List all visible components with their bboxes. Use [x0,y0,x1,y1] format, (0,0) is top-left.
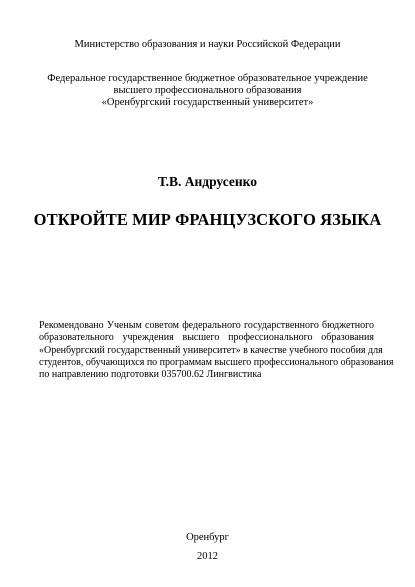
recommendation-line: по направлению подготовки 035700.62 Лингвистика [39,369,262,381]
publication-year: 2012 [197,551,218,562]
ministry-line: Министерство образования и науки Российской Федерации [74,39,341,50]
recommendation-line: «Оренбургский государственный университет» в качестве учебного пособия для [39,344,383,356]
author-name: Т.В. Андрусенко [157,174,258,189]
book-title: ОТКРОЙТЕ МИР ФРАНЦУЗСКОГО ЯЗЫКА [33,210,382,229]
recommendation-line: образовательного учреждения высшего профессионального образования [39,332,374,344]
recommendation-paragraph [39,320,394,381]
publication-city: Оренбург [186,532,229,543]
institution-line: Федеральное государственное бюджетное образовательное учреждение [47,73,368,84]
institution-line: высшего профессионального образования [113,85,302,96]
recommendation-line: Рекомендовано Ученым советом федерального государственного бюджетного [39,320,374,331]
recommendation-line: студентов, обучающихся по программам высшего профессионального образования [39,356,394,368]
institution-line: «Оренбургский государственный университет» [101,97,314,108]
